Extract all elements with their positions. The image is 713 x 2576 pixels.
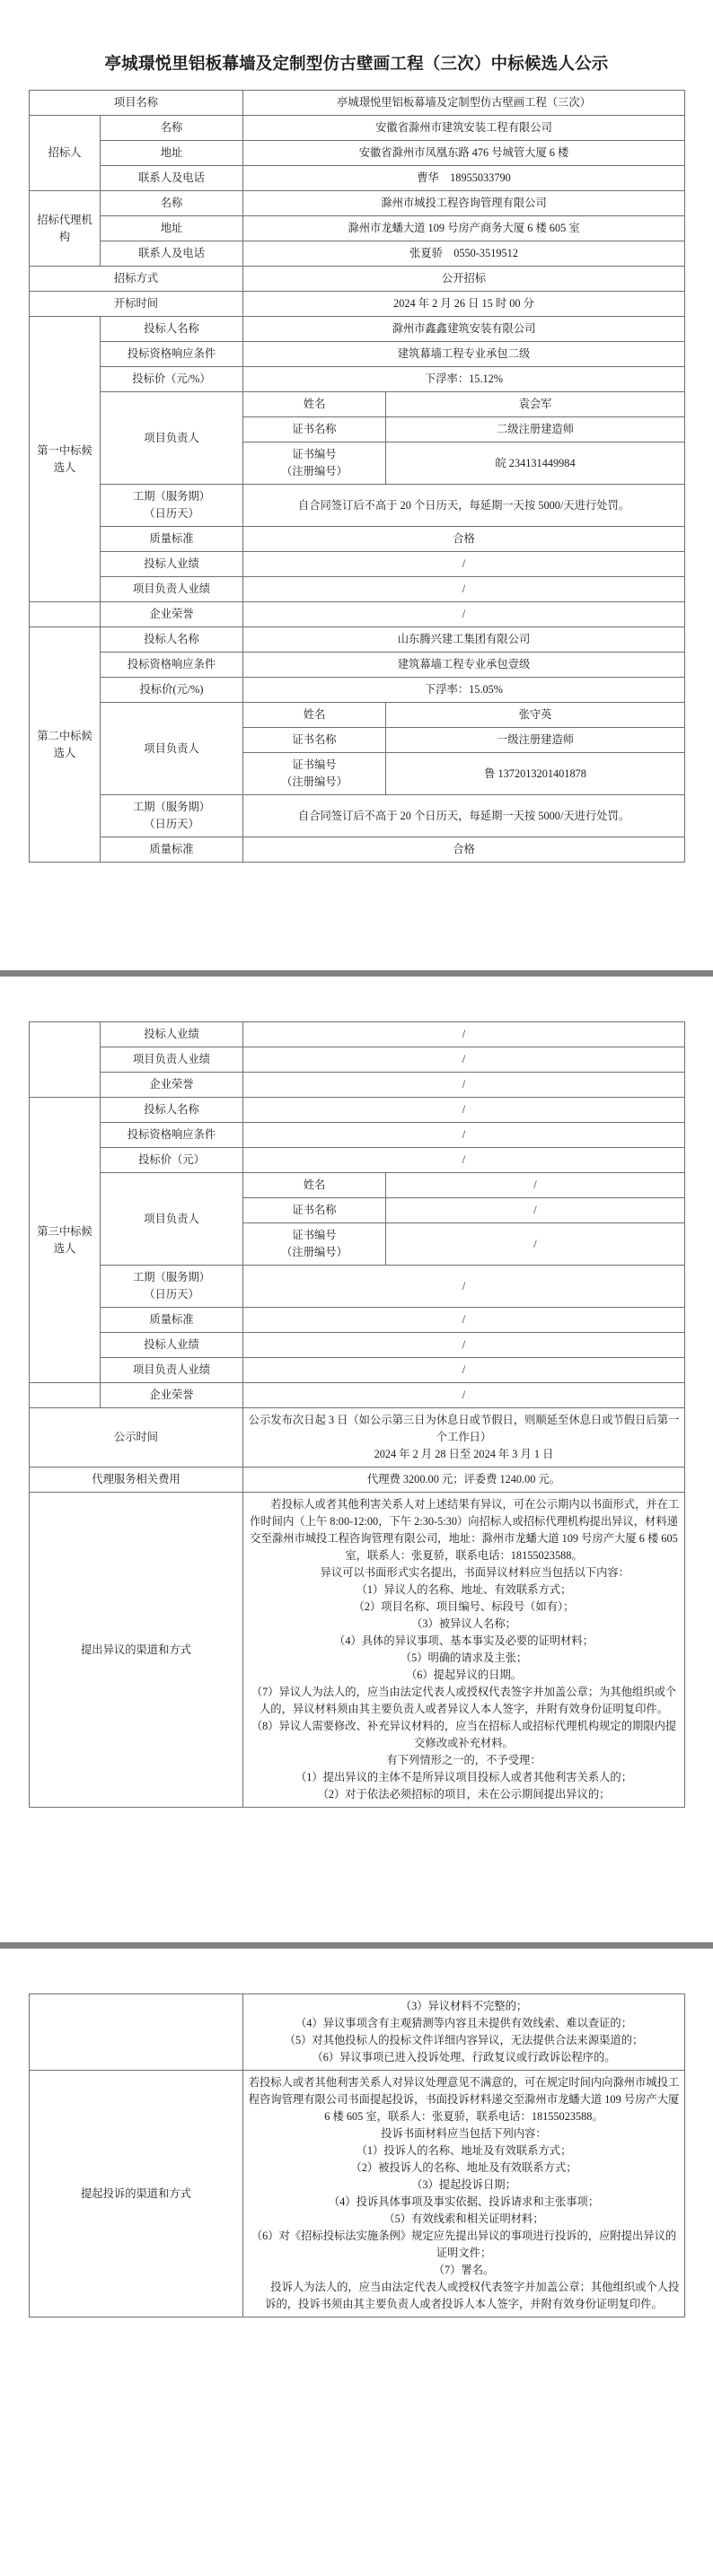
complaint-p2: 投诉书面材料应当包括下列内容：	[381, 2127, 547, 2140]
page-3-top-gap	[0, 1949, 713, 1993]
label-project-name: 项目名称	[30, 91, 243, 116]
table-row	[30, 166, 685, 191]
label-c2-cert-no-main: 证书编号	[292, 758, 337, 771]
label-c3-cert-name: 证书名称	[243, 1198, 386, 1223]
value-c2-cert-name: 一级注册建造师	[386, 728, 685, 753]
objection-reject-5: （5）对其他投标人的投标文件详细内容异议，无法提供合法来源渠道的；	[284, 2034, 644, 2046]
objection-reject-3: （3）异议材料不完整的；	[400, 2000, 528, 2012]
label-c2-project-manager: 项目负责人	[101, 703, 243, 795]
complaint-item-4: （4）投诉具体事项及事实依据、投诉请求和主张事项；	[328, 2195, 600, 2208]
page-2-tail	[0, 1808, 713, 1942]
label-c3-cert-no	[243, 1223, 386, 1266]
table-row	[30, 653, 685, 678]
label-c3-person-name: 姓名	[243, 1173, 386, 1198]
table-row	[30, 1408, 685, 1468]
label-agency-fee: 代理服务相关费用	[30, 1468, 243, 1493]
label-c3-cert-no-main: 证书编号	[292, 1229, 337, 1241]
value-c3-qualification: /	[243, 1123, 685, 1148]
table-row	[30, 267, 685, 292]
value-c2-honor: /	[243, 1073, 685, 1098]
table-row	[30, 577, 685, 602]
value-c1-duration: 自合同签订后不高于 20 个日历天，每延期一天按 5000/天进行处罚。	[243, 485, 685, 527]
label-c2-quality: 质量标准	[101, 837, 243, 863]
continuation-table	[29, 1021, 685, 1808]
page-3-tail	[0, 2318, 713, 2380]
table-row	[30, 241, 685, 267]
value-c3-manager-perf: /	[243, 1358, 685, 1383]
value-c2-manager-perf: /	[243, 1047, 685, 1073]
objection-item-8: （8）异议人需要修改、补充异议材料的，应当在招标人或招标代理机构规定的期限内提交修改或补充材料。	[251, 1720, 677, 1749]
label-c2-cert-no	[243, 753, 386, 795]
table-row	[30, 1266, 685, 1308]
value-complaint-channel	[243, 2071, 685, 2318]
value-tender-method: 公开招标	[243, 267, 685, 292]
label-tenderee: 招标人	[30, 116, 101, 191]
label-c1-bidder-perf: 投标人业绩	[101, 552, 243, 577]
value-c2-bidder-name: 山东腾兴建工集团有限公司	[243, 627, 685, 653]
table-row	[30, 116, 685, 141]
label-candidate-2: 第二中标候选人	[30, 627, 101, 863]
label-c2-bid-price: 投标价(元/%)	[101, 678, 243, 703]
label-c3-bidder-perf: 投标人业绩	[101, 1333, 243, 1358]
label-agency: 招标代理机构	[30, 191, 101, 267]
label-c2-cert-name: 证书名称	[243, 728, 386, 753]
label-c3-quality: 质量标准	[101, 1308, 243, 1333]
label-c2-cert-no-sub: （注册编号）	[281, 775, 348, 788]
label-c3-cert-no-sub: （注册编号）	[281, 1246, 348, 1258]
page-2-top-gap	[0, 977, 713, 1021]
label-c3-bidder-name: 投标人名称	[101, 1098, 243, 1123]
value-c1-bidder-name: 滁州市鑫鑫建筑安装有限公司	[243, 317, 685, 342]
label-c1-cert-no-sub: （注册编号）	[281, 465, 348, 478]
table-row	[30, 1383, 685, 1408]
label-c1-cert-no	[243, 442, 386, 485]
table-row	[30, 292, 685, 317]
label-agency-address: 地址	[101, 216, 243, 241]
table-row	[30, 1022, 685, 1047]
label-c2-duration	[101, 795, 243, 837]
objection-item-5: （5）明确的请求及主张；	[400, 1652, 528, 1664]
value-c3-honor: /	[243, 1383, 685, 1408]
objection-p2: 异议可以书面形式实名提出，书面异议材料应当包括以下内容：	[320, 1566, 629, 1579]
objection-item-6: （6）提起异议的日期。	[405, 1669, 523, 1681]
table-row	[30, 527, 685, 552]
label-c3-manager-perf: 项目负责人业绩	[101, 1358, 243, 1383]
label-c1-cert-name: 证书名称	[243, 417, 386, 442]
main-info-table	[29, 90, 685, 863]
table-row	[30, 552, 685, 577]
label-c1-project-manager: 项目负责人	[101, 392, 243, 485]
value-c2-bid-price: 下浮率：15.05%	[243, 678, 685, 703]
value-c2-quality: 合格	[243, 837, 685, 863]
value-tenderee-name: 安徽省滁州市建筑安装工程有限公司	[243, 116, 685, 141]
label-c2-bidder-perf: 投标人业绩	[101, 1022, 243, 1047]
value-c1-person-name: 袁会军	[386, 392, 685, 417]
label-c3-honor: 企业荣誉	[101, 1383, 243, 1408]
table-row	[30, 1173, 685, 1198]
label-c2-person-name: 姓名	[243, 703, 386, 728]
complaint-item-3: （3）提起投诉日期；	[411, 2178, 516, 2191]
label-c1-duration-sub: （日历天）	[144, 507, 199, 520]
table-row	[30, 485, 685, 527]
value-c3-duration: /	[243, 1266, 685, 1308]
value-c3-cert-name: /	[386, 1198, 685, 1223]
value-c1-qualification: 建筑幕墙工程专业承包二级	[243, 342, 685, 367]
value-c3-bid-price: /	[243, 1148, 685, 1173]
objection-reject-6: （6）异议事项已进入投诉处理、行政复议或行政诉讼程序的。	[312, 2051, 616, 2063]
complaint-item-5: （5）有效线索和相关证明材料；	[383, 2212, 544, 2225]
table-row	[30, 1493, 685, 1808]
table-row	[30, 216, 685, 241]
complaint-item-1: （1）投诉人的名称、地址及有效联系方式；	[356, 2144, 572, 2157]
label-c3-duration	[101, 1266, 243, 1308]
complaint-item-6: （6）对《招标投标法实施条例》规定应先提出异议的事项进行投诉的，应附提出异议的证明文件；	[251, 2230, 677, 2259]
value-c2-person-name: 张守英	[386, 703, 685, 728]
value-agency-address: 滁州市龙蟠大道 109 号房产商务大厦 6 楼 605 室	[243, 216, 685, 241]
value-c1-bid-price: 下浮率：15.12%	[243, 367, 685, 392]
label-c1-honor-pad	[30, 602, 101, 627]
objection-reject-4: （4）异议事项含有主观猜测等内容且未提供有效线索、难以查证的；	[295, 2017, 633, 2029]
label-objection-channel-cont	[30, 1994, 243, 2071]
objection-reject-1: （1）提出异议的主体不是所异议项目投标人或者其他利害关系人的；	[295, 1771, 633, 1783]
table-row	[30, 191, 685, 216]
complaint-item-7: （7）署名。	[433, 2264, 495, 2276]
page-separator-1	[0, 970, 713, 977]
label-bid-open-time: 开标时间	[30, 292, 243, 317]
value-c1-honor: /	[243, 602, 685, 627]
page-separator-2	[0, 1942, 713, 1949]
label-c3-project-manager: 项目负责人	[101, 1173, 243, 1266]
table-row	[30, 1994, 685, 2071]
objection-reject-2: （2）对于依法必须招标的项目，未在公示期间提出异议的；	[317, 1788, 611, 1801]
publicity-line-2: 2024 年 2 月 28 日至 2024 年 3 月 1 日	[374, 1448, 554, 1460]
label-c3-honor-pad	[30, 1383, 101, 1408]
label-candidate-1: 第一中标候选人	[30, 317, 101, 602]
table-row	[30, 795, 685, 837]
label-c1-honor: 企业荣誉	[101, 602, 243, 627]
page-3	[0, 1949, 713, 2380]
value-project-name: 亭城璟悦里铝板幕墙及定制型仿古壁画工程（三次）	[243, 91, 685, 116]
complaint-table	[29, 1993, 685, 2318]
objection-item-4: （4）具体的异议事项、基本事实及必要的证明材料；	[334, 1634, 594, 1647]
label-agency-name: 名称	[101, 191, 243, 216]
label-publicity-time: 公示时间	[30, 1408, 243, 1468]
label-tenderee-contact: 联系人及电话	[101, 166, 243, 191]
table-row	[30, 91, 685, 116]
objection-item-1: （1）异议人的名称、地址、有效联系方式；	[356, 1583, 572, 1596]
value-publicity-time	[243, 1408, 685, 1468]
label-c1-duration	[101, 485, 243, 527]
complaint-item-2: （2）被投诉人的名称、地址及有效联系方式；	[350, 2161, 577, 2174]
label-c3-duration-main: 工期（服务期）	[132, 1271, 211, 1284]
objection-item-3: （3）被异议人名称；	[411, 1617, 516, 1630]
complaint-p3: 投诉人为法人的，应当由法定代表人或授权代表签字并加盖公章；其他组织或个人投诉的，投诉书须由其主要负责人或者投诉人本人签字，并附有效身份证明复印件。	[265, 2281, 680, 2310]
table-row	[30, 1098, 685, 1123]
label-c1-duration-main: 工期（服务期）	[132, 490, 211, 503]
page-1-tail	[0, 863, 713, 970]
label-c1-person-name: 姓名	[243, 392, 386, 417]
label-candidate-3: 第三中标候选人	[30, 1098, 101, 1383]
label-c3-qualification: 投标资格响应条件	[101, 1123, 243, 1148]
value-c3-bidder-name: /	[243, 1098, 685, 1123]
table-row	[30, 317, 685, 342]
page-2	[0, 977, 713, 1942]
label-objection-channel: 提出异议的渠道和方式	[30, 1493, 243, 1808]
label-c1-qualification: 投标资格响应条件	[101, 342, 243, 367]
table-row	[30, 703, 685, 728]
table-row	[30, 1123, 685, 1148]
objection-item-7: （7）异议人为法人的，应当由法定代表人或授权代表签字并加盖公章；为其他组织或个人的，异议材料须由其主要负责人或者异议人本人签字，并附有效身份证明复印件。	[251, 1686, 677, 1715]
label-c2-honor: 企业荣誉	[101, 1073, 243, 1098]
value-c2-bidder-perf: /	[243, 1022, 685, 1047]
label-agency-contact: 联系人及电话	[101, 241, 243, 267]
value-objection-channel	[243, 1493, 685, 1808]
label-c3-duration-sub: （日历天）	[144, 1288, 199, 1301]
table-row	[30, 392, 685, 417]
table-row	[30, 1148, 685, 1173]
label-c1-bid-price: 投标价（元/%）	[101, 367, 243, 392]
label-c1-bidder-name: 投标人名称	[101, 317, 243, 342]
value-c1-manager-perf: /	[243, 577, 685, 602]
value-c2-duration: 自合同签订后不高于 20 个日历天，每延期一天按 5000/天进行处罚。	[243, 795, 685, 837]
value-c2-qualification: 建筑幕墙工程专业承包壹级	[243, 653, 685, 678]
table-row	[30, 141, 685, 166]
value-c3-cert-no: /	[386, 1223, 685, 1266]
value-c3-person-name: /	[386, 1173, 685, 1198]
page-1	[0, 0, 713, 970]
publicity-line-1: 公示发布次日起 3 日（如公示第三日为休息日或节假日，则顺延至休息日或节假日后第一个工作日）	[248, 1414, 680, 1443]
label-c1-cert-no-main: 证书编号	[292, 448, 337, 460]
value-agency-contact: 张夏骄 0550-3519512	[243, 241, 685, 267]
table-row	[30, 2071, 685, 2318]
label-c2-duration-main: 工期（服务期）	[132, 801, 211, 813]
value-agency-fee: 代理费 3200.00 元；评委费 1240.00 元。	[243, 1468, 685, 1493]
value-bid-open-time: 2024 年 2 月 26 日 15 时 00 分	[243, 292, 685, 317]
label-tenderee-name: 名称	[101, 116, 243, 141]
value-c3-bidder-perf: /	[243, 1333, 685, 1358]
label-c2-qualification: 投标资格响应条件	[101, 653, 243, 678]
complaint-p1: 若投标人或者其他利害关系人对异议处理意见不满意的，可在规定时间内向滁州市城投工程咨询管理有限公司书面提起投诉，书面投诉材料递交至滁州市龙蟠大道 109 号房产大厦 6 楼 605 室，联系人：张夏骄，联系电话：18155023588。	[248, 2076, 680, 2123]
objection-p1: 若投标人或者其他利害关系人对上述结果有异议，可在公示期内以书面形式，并在工作时间内（上午 8:00-12:00，下午 2:30-5:30）向招标人或招标代理机构提出异议，材料递交至滁州市城投工程咨询管理有限公司，地址：滁州市龙蟠大道 109 号房产大厦 6 楼 605 室，联系人：张夏骄，联系电话：18155023588。	[250, 1498, 680, 1562]
value-tenderee-contact: 曹华 18955033790	[243, 166, 685, 191]
table-row	[30, 602, 685, 627]
label-c2-manager-perf: 项目负责人业绩	[101, 1047, 243, 1073]
value-c1-bidder-perf: /	[243, 552, 685, 577]
table-row	[30, 1358, 685, 1383]
value-agency-name: 滁州市城投工程咨询管理有限公司	[243, 191, 685, 216]
label-c1-quality: 质量标准	[101, 527, 243, 552]
label-tenderee-address: 地址	[101, 141, 243, 166]
value-objection-reject-cont	[243, 1994, 685, 2071]
objection-p3: 有下列情形之一的，不予受理：	[386, 1754, 541, 1766]
table-row	[30, 1073, 685, 1098]
label-complaint-channel: 提起投诉的渠道和方式	[30, 2071, 243, 2318]
table-row	[30, 1333, 685, 1358]
value-c1-cert-name: 二级注册建造师	[386, 417, 685, 442]
label-tender-method: 招标方式	[30, 267, 243, 292]
table-row	[30, 342, 685, 367]
table-row	[30, 1047, 685, 1073]
objection-item-2: （2）项目名称、项目编号、标段号（如有）；	[353, 1600, 575, 1613]
page-title: 亭城璟悦里铝板幕墙及定制型仿古壁画工程（三次）中标候选人公示	[104, 54, 609, 73]
label-c2-duration-sub: （日历天）	[144, 818, 199, 830]
value-tenderee-address: 安徽省滁州市凤凰东路 476 号城管大厦 6 楼	[243, 141, 685, 166]
table-row	[30, 1468, 685, 1493]
value-c3-quality: /	[243, 1308, 685, 1333]
table-row	[30, 367, 685, 392]
table-row	[30, 627, 685, 653]
label-candidate-2-cont	[30, 1022, 101, 1098]
table-row	[30, 837, 685, 863]
label-c1-manager-perf: 项目负责人业绩	[101, 577, 243, 602]
table-row	[30, 1308, 685, 1333]
label-c3-bid-price: 投标价（元）	[101, 1148, 243, 1173]
value-c1-quality: 合格	[243, 527, 685, 552]
table-row	[30, 678, 685, 703]
label-c2-bidder-name: 投标人名称	[101, 627, 243, 653]
value-c2-cert-no: 鲁 1372013201401878	[386, 753, 685, 795]
value-c1-cert-no: 皖 234131449984	[386, 442, 685, 485]
